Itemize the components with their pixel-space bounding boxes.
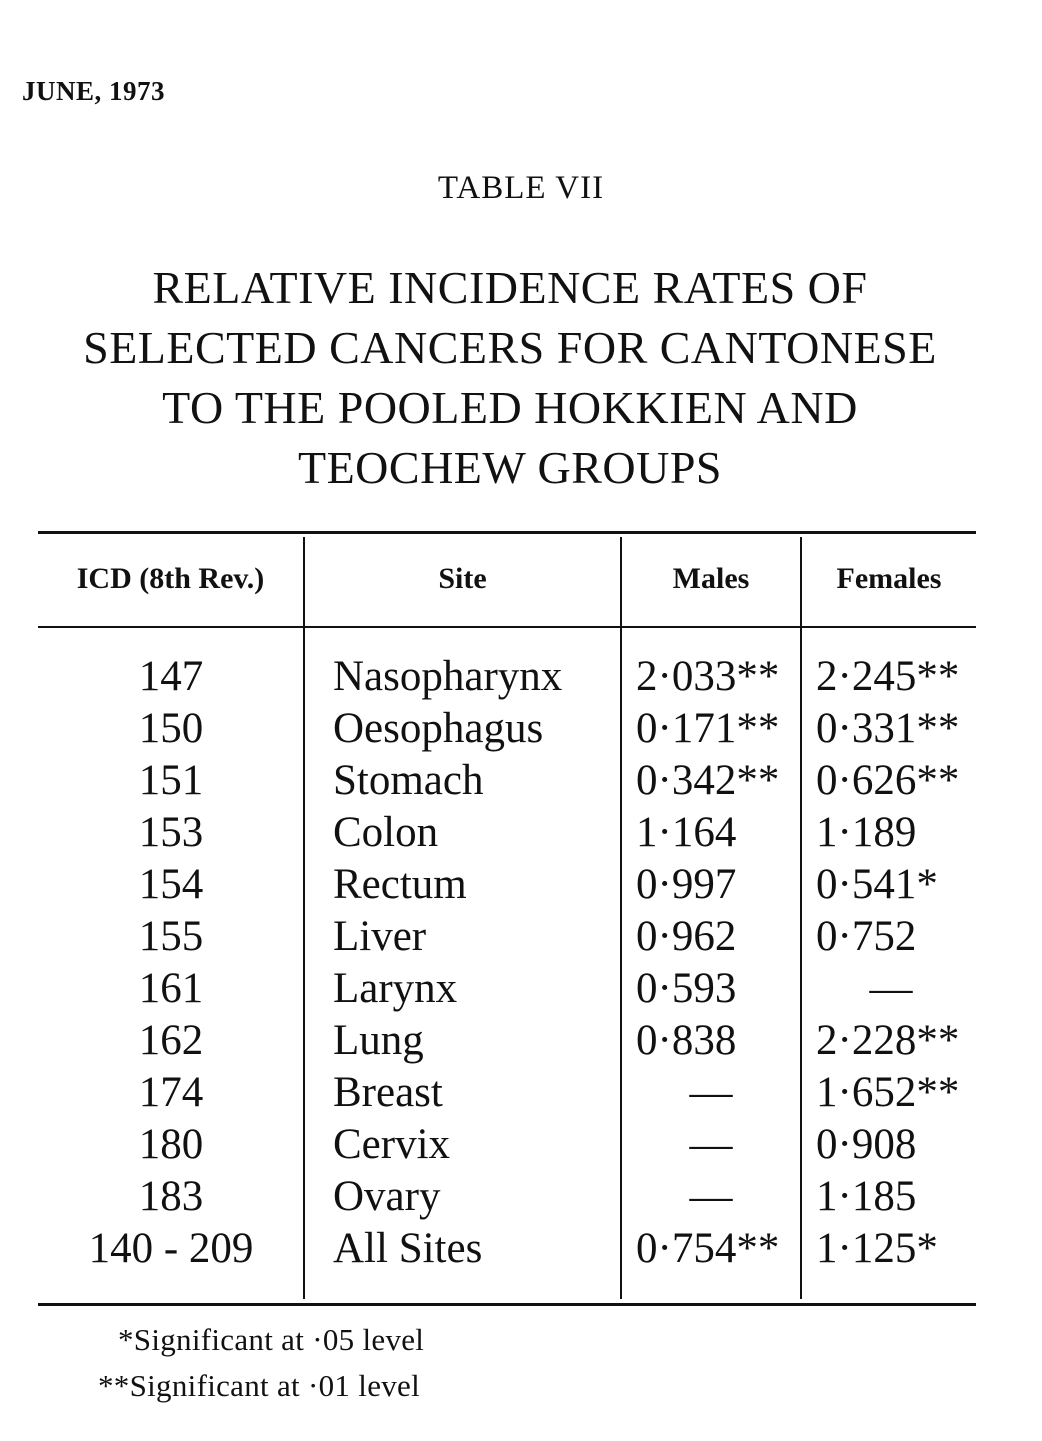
table-title (0, 258, 1020, 498)
site-name: Breast (333, 1069, 443, 1116)
table-row (0, 859, 1042, 911)
males-rate: 0·342** (636, 757, 780, 804)
table-row (0, 963, 1042, 1015)
site-name: Oesophagus (333, 705, 544, 752)
icd-code: 174 (138, 1069, 204, 1116)
header-bottom-rule (38, 626, 976, 628)
icd-code: 162 (138, 1017, 204, 1064)
table-row (0, 1119, 1042, 1171)
site-name: Rectum (333, 861, 467, 908)
males-rate: 0·754** (636, 1225, 780, 1272)
table-row (0, 1015, 1042, 1067)
females-rate: 0·626** (816, 757, 960, 804)
females-rate: 0·331** (816, 705, 960, 752)
site-name: Cervix (333, 1121, 451, 1168)
site-name: Liver (333, 913, 427, 960)
icd-code: 147 (138, 653, 204, 700)
table-bottom-rule (38, 1303, 976, 1306)
page-date: JUNE, 1973 (22, 76, 166, 106)
icd-code: 183 (138, 1173, 204, 1220)
site-name: All Sites (333, 1225, 483, 1272)
females-rate: 1·185 (816, 1173, 917, 1220)
table-row (0, 911, 1042, 963)
table-row (0, 1067, 1042, 1119)
site-name: Stomach (333, 757, 484, 804)
site-name: Lung (333, 1017, 424, 1064)
females-rate: — (869, 965, 913, 1012)
table-row (0, 1223, 1042, 1275)
females-rate: 2·228** (816, 1017, 960, 1064)
males-rate: — (689, 1121, 733, 1168)
site-name: Colon (333, 809, 439, 856)
females-rate: 0·541* (816, 861, 938, 908)
icd-code: 140 - 209 (88, 1225, 254, 1272)
females-rate: 1·652** (816, 1069, 960, 1116)
males-rate: — (689, 1173, 733, 1220)
table-row (0, 703, 1042, 755)
females-rate: 1·125* (816, 1225, 938, 1272)
males-rate: 0·997 (636, 861, 737, 908)
icd-code: 161 (138, 965, 204, 1012)
table-top-rule (38, 531, 976, 534)
icd-code: 155 (138, 913, 204, 960)
females-rate: 2·245** (816, 653, 960, 700)
column-header-males: Males (672, 562, 750, 595)
title-line: RELATIVE INCIDENCE RATES OF (152, 262, 868, 313)
females-rate: 1·189 (816, 809, 917, 856)
table-row (0, 651, 1042, 703)
table-row (0, 807, 1042, 859)
footnote-significance-05: *Significant at ·05 level (118, 1322, 425, 1357)
column-header-icd: ICD (8th Rev.) (76, 562, 265, 595)
table-row (0, 755, 1042, 807)
icd-code: 153 (138, 809, 204, 856)
site-name: Ovary (333, 1173, 441, 1220)
males-rate: 0·838 (636, 1017, 737, 1064)
icd-code: 150 (138, 705, 204, 752)
footnote-significance-01: **Significant at ·01 level (98, 1368, 421, 1403)
icd-code: 180 (138, 1121, 204, 1168)
males-rate: 2·033** (636, 653, 780, 700)
title-line: TO THE POOLED HOKKIEN AND (162, 382, 858, 433)
males-rate: 1·164 (636, 809, 737, 856)
males-rate: 0·171** (636, 705, 780, 752)
females-rate: 0·908 (816, 1121, 917, 1168)
site-name: Nasopharynx (333, 653, 563, 700)
table-number: TABLE VII (437, 170, 605, 206)
icd-code: 151 (138, 757, 204, 804)
column-header-site: Site (438, 562, 487, 595)
males-rate: — (689, 1069, 733, 1116)
icd-code: 154 (138, 861, 204, 908)
males-rate: 0·962 (636, 913, 737, 960)
site-name: Larynx (333, 965, 458, 1012)
title-line: SELECTED CANCERS FOR CANTONESE (83, 322, 937, 373)
title-line: TEOCHEW GROUPS (297, 442, 722, 493)
column-header-females: Females (836, 562, 942, 595)
table-row (0, 1171, 1042, 1223)
males-rate: 0·593 (636, 965, 737, 1012)
females-rate: 0·752 (816, 913, 917, 960)
